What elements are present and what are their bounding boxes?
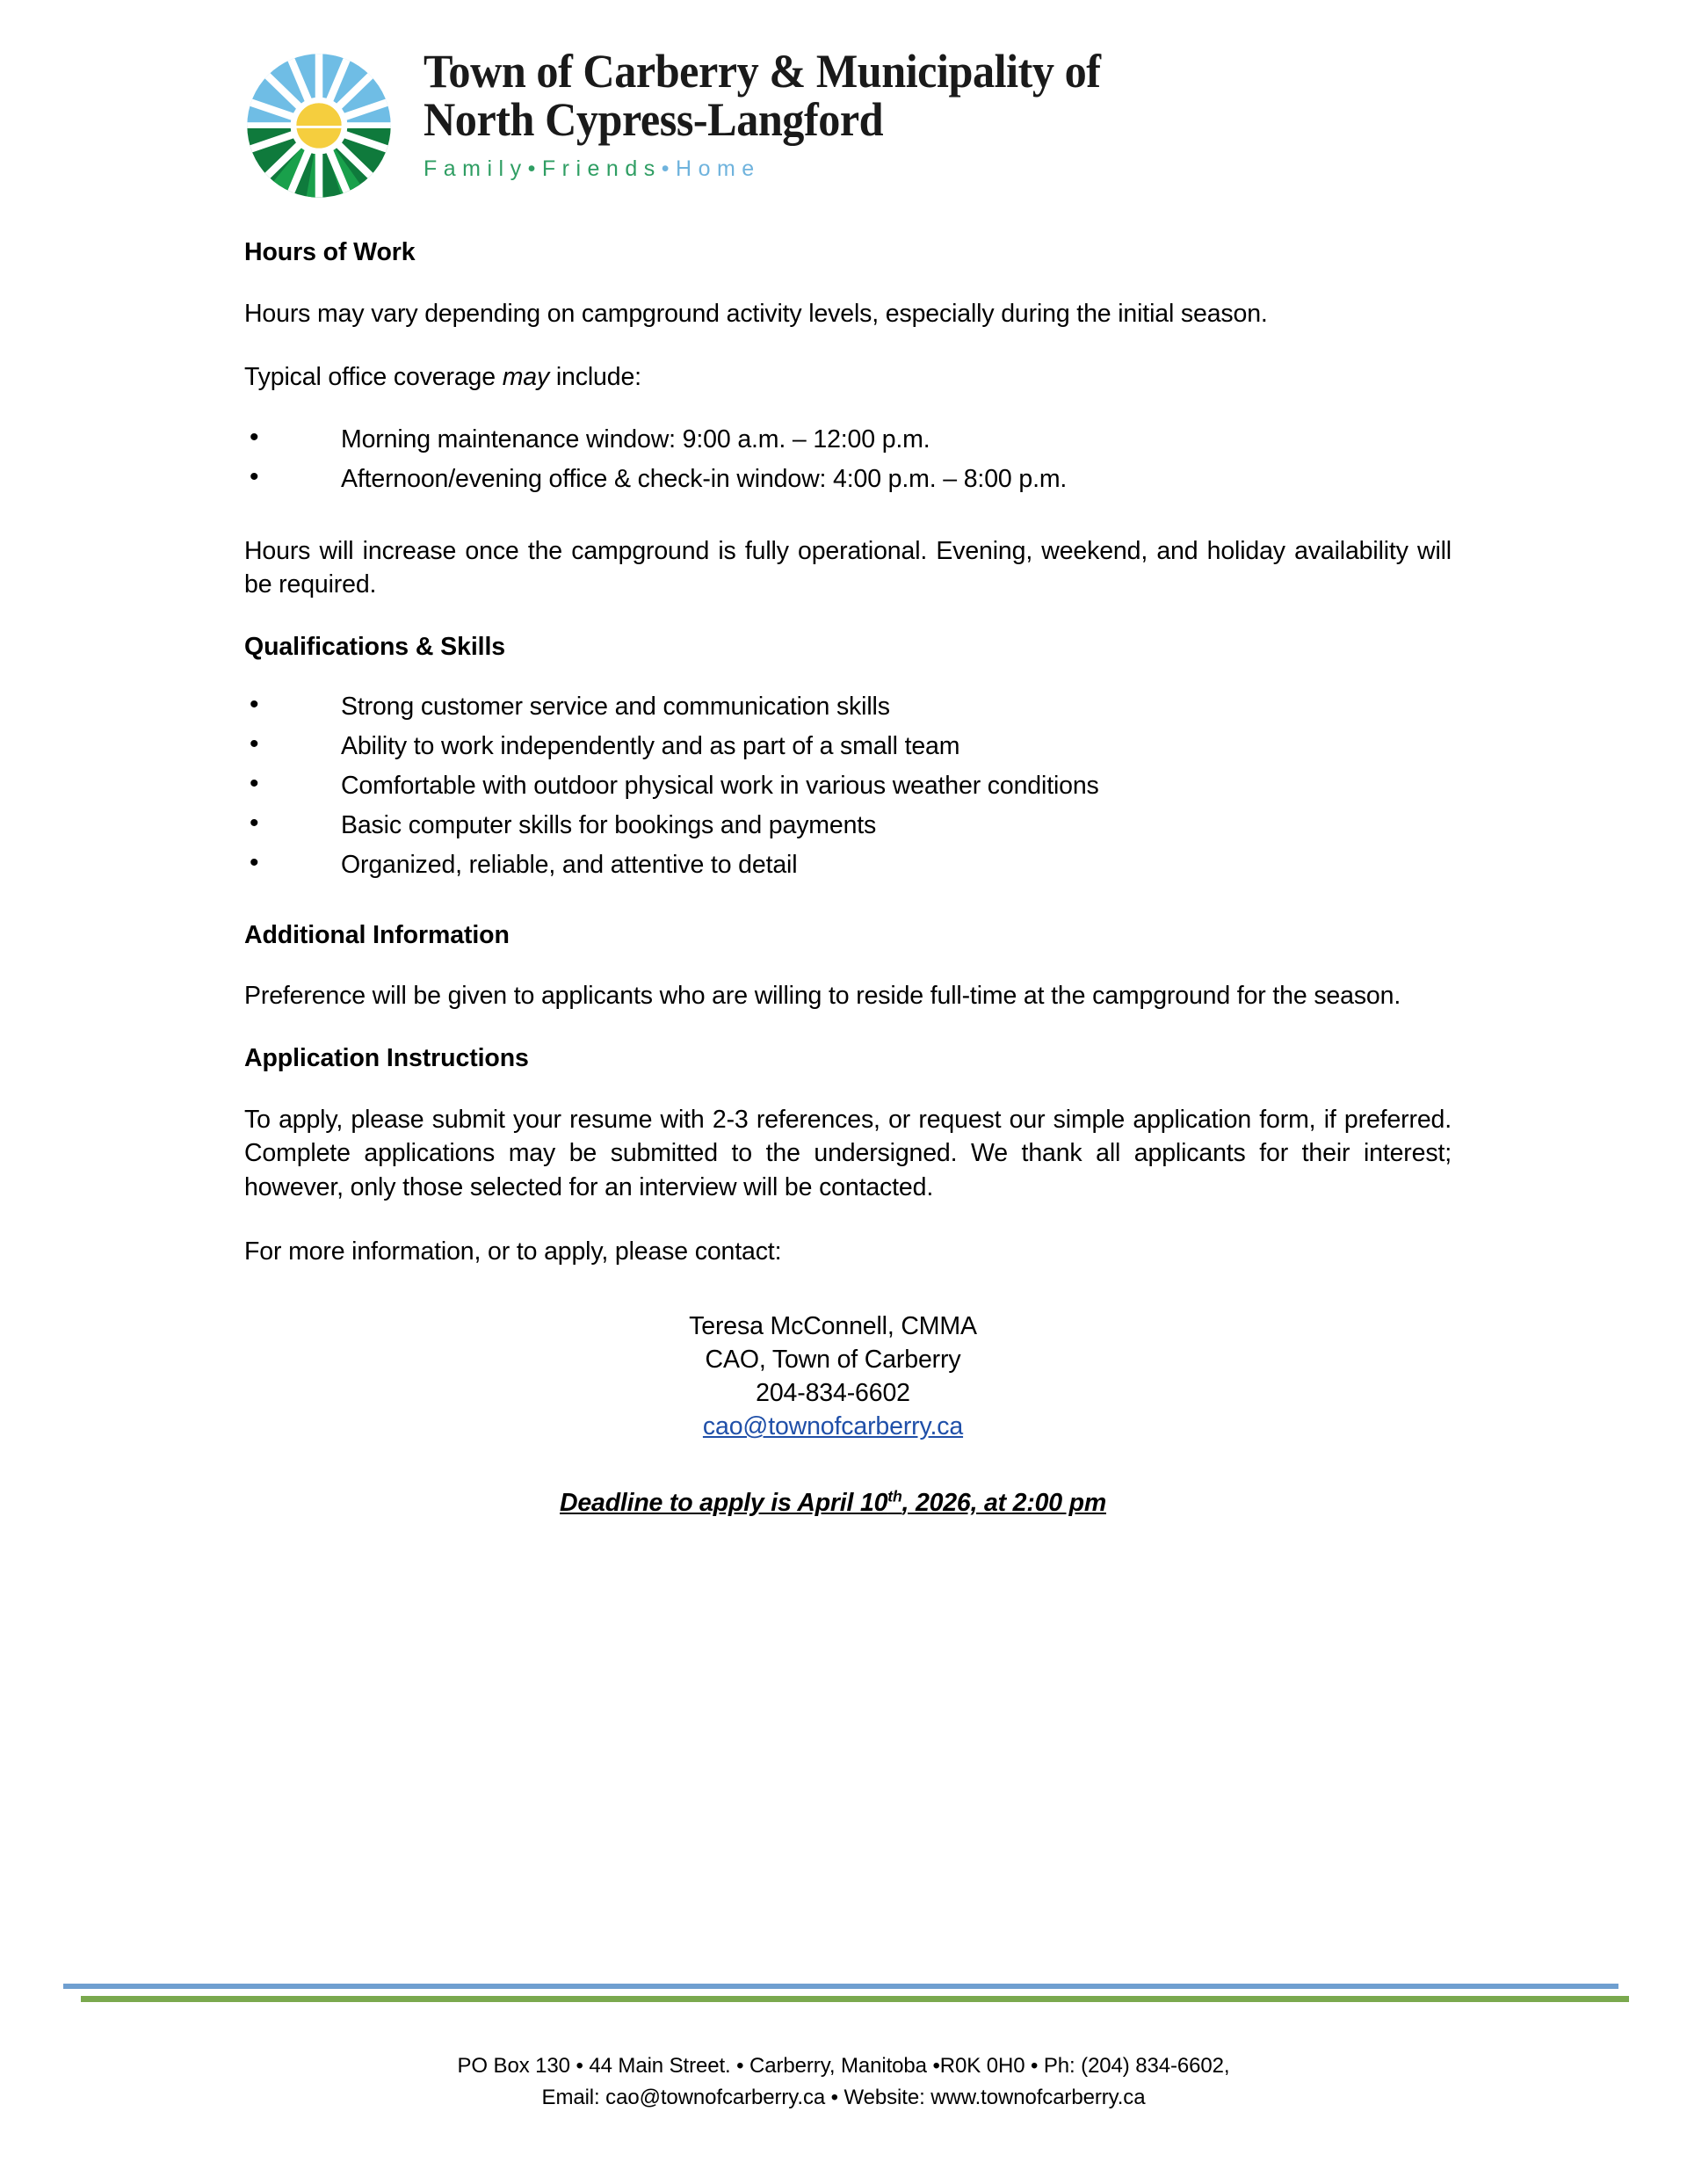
tagline-word-friends: Friends [541,156,662,182]
qualifications-bullet-list [244,692,1452,890]
tagline-separator-2: • [661,156,677,182]
tagline-word-home: Home [676,156,761,182]
contact-name: Teresa McConnell, CMMA [689,1311,977,1340]
deadline-pre: Deadline to apply is April 10 [560,1489,888,1518]
lead-in-pre: Typical office coverage [244,363,503,392]
tagline-word-family: Family [424,156,528,182]
list-item [244,810,1452,850]
lead-in-emphasis: may [502,363,550,392]
list-item [244,731,1452,771]
header-text-block [424,33,1151,182]
footer-contact-text [0,2050,1687,2114]
application-deadline [244,1489,1452,1518]
letterhead-footer [0,1973,1687,2184]
list-item [244,850,1452,889]
lead-in-post: include: [549,363,641,392]
bullet-text: Basic computer skills for bookings and payments [341,811,877,840]
footer-rule-blue [63,1984,1618,1989]
org-title-line-1: Town of Carberry & Municipality of [424,45,1101,98]
deadline-post: , 2026, at 2:00 pm [901,1489,1106,1518]
tagline-separator-1: • [527,156,542,182]
org-title-line-2: North Cypress-Langford [424,93,884,147]
section-heading-qualifications-and-skills: Qualifications & Skills [244,633,506,661]
tagline [424,156,1151,182]
section-heading-hours-of-work: Hours of Work [244,238,416,266]
additional-information-paragraph: Preference will be given to applicants who are willing to reside full-time at the campground for the season. [244,982,1401,1011]
footer-line-2: Email: cao@townofcarberry.ca • Website: www.townofcarberry.ca [541,2086,1146,2109]
hours-of-work-paragraph-1: Hours may vary depending on campground activity levels, especially during the initial season. [244,299,1268,328]
carberry-sunburst-logo [235,39,402,213]
document-body [0,237,1687,1518]
bullet-text: Comfortable with outdoor physical work in various weather conditions [341,772,1099,800]
application-instructions-paragraph-1: To apply, please submit your resume with 2-3 references, or request our simple application form, if preferred. Complete applications may be submitted to the undersigned. We thank all applicants for their interest; however, only those selected for an interview will be contacted. [244,1105,1452,1202]
bullet-text: Afternoon/evening office & check-in window: 4:00 p.m. – 8:00 p.m. [341,465,1068,494]
list-item [244,464,1452,504]
bullet-text: Organized, reliable, and attentive to detail [341,851,798,880]
footer-rule-green [81,1996,1629,2002]
list-item [244,692,1452,731]
hours-of-work-lead-in [244,360,1452,395]
contact-block [244,1310,1452,1444]
list-item [244,771,1452,810]
hours-of-work-bullet-list [244,424,1452,504]
section-heading-additional-information: Additional Information [244,920,510,949]
deadline-text [560,1489,1106,1517]
application-instructions-paragraph-2: For more information, or to apply, please contact: [244,1237,782,1266]
bullet-text: Strong customer service and communication skills [341,692,890,721]
footer-line-1: PO Box 130 • 44 Main Street. • Carberry, Manitoba •R0K 0H0 • Ph: (204) 834-6602, [457,2054,1230,2078]
contact-email-link[interactable]: cao@townofcarberry.ca [702,1412,964,1441]
deadline-ordinal-suffix: th [887,1487,902,1506]
bullet-text: Ability to work independently and as part of a small team [341,731,960,760]
bullet-text: Morning maintenance window: 9:00 a.m. – 12:00 p.m. [341,425,930,454]
letterhead-header [0,0,1687,237]
contact-phone: 204-834-6602 [756,1378,910,1407]
list-item [244,424,1452,464]
hours-of-work-paragraph-2: Hours will increase once the campground is fully operational. Evening, weekend, and holiday availability will be required. [244,536,1452,599]
contact-title: CAO, Town of Carberry [705,1345,961,1374]
section-heading-application-instructions: Application Instructions [244,1043,529,1072]
